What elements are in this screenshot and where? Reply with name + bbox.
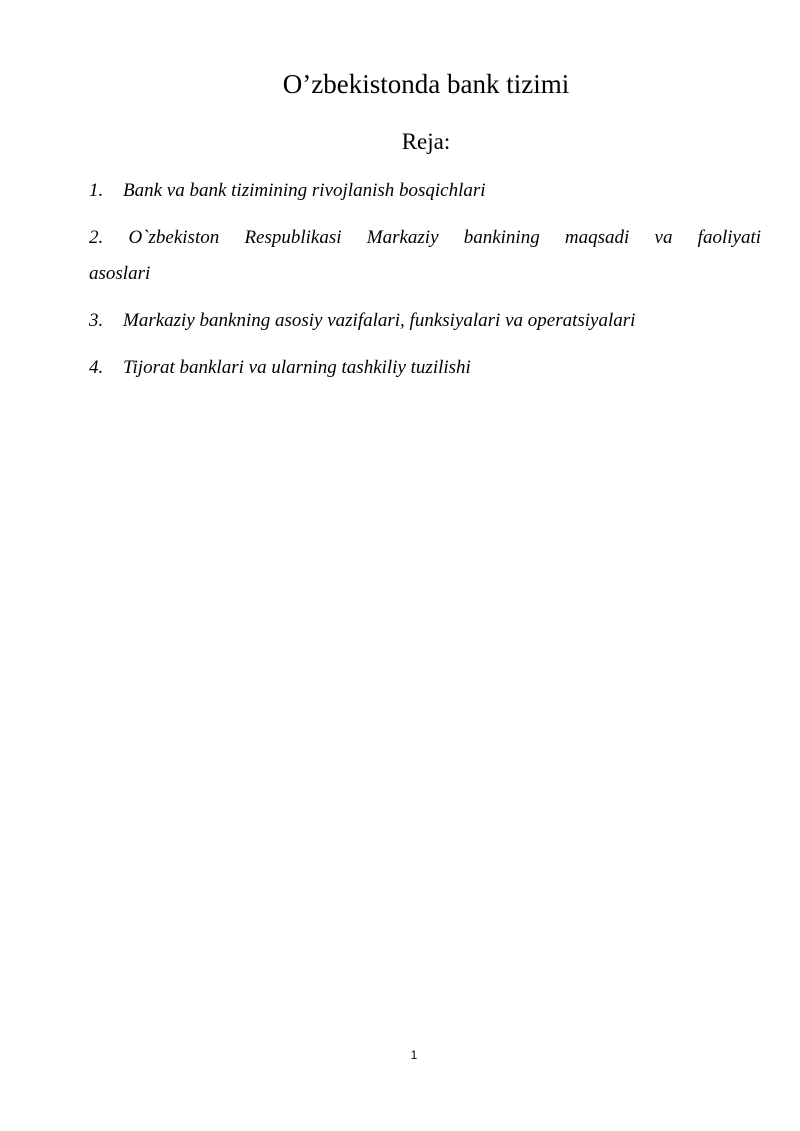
plan-heading: Reja: — [401, 129, 451, 154]
plan-item-number: 3. — [89, 310, 104, 331]
plan-item-text-continued: asoslari — [89, 263, 151, 284]
plan-item-line-1 — [89, 220, 761, 256]
plan-item-text: Bank va bank tizimining rivojlanish bosqichlari — [123, 180, 486, 201]
plan-item-number: 2. — [89, 227, 104, 248]
plan-list — [89, 173, 761, 397]
plan-item-text: Tijorat banklari va ularning tashkiliy tuzilishi — [123, 357, 471, 378]
plan-item-4 — [89, 350, 761, 386]
plan-item-1 — [89, 173, 761, 209]
page-number: 1 — [410, 1048, 418, 1062]
plan-item-2 — [89, 220, 761, 292]
plan-item-number: 4. — [89, 357, 104, 378]
document-title: O’zbekistonda bank tizimi — [282, 69, 570, 99]
plan-item-3 — [89, 303, 761, 339]
plan-item-text: Markaziy bankning asosiy vazifalari, funksiyalari va operatsiyalari — [123, 310, 636, 331]
plan-item-text: O`zbekiston Respublikasi Markaziy bankining maqsadi va faoliyati — [128, 227, 762, 248]
plan-item-number: 1. — [89, 180, 104, 201]
